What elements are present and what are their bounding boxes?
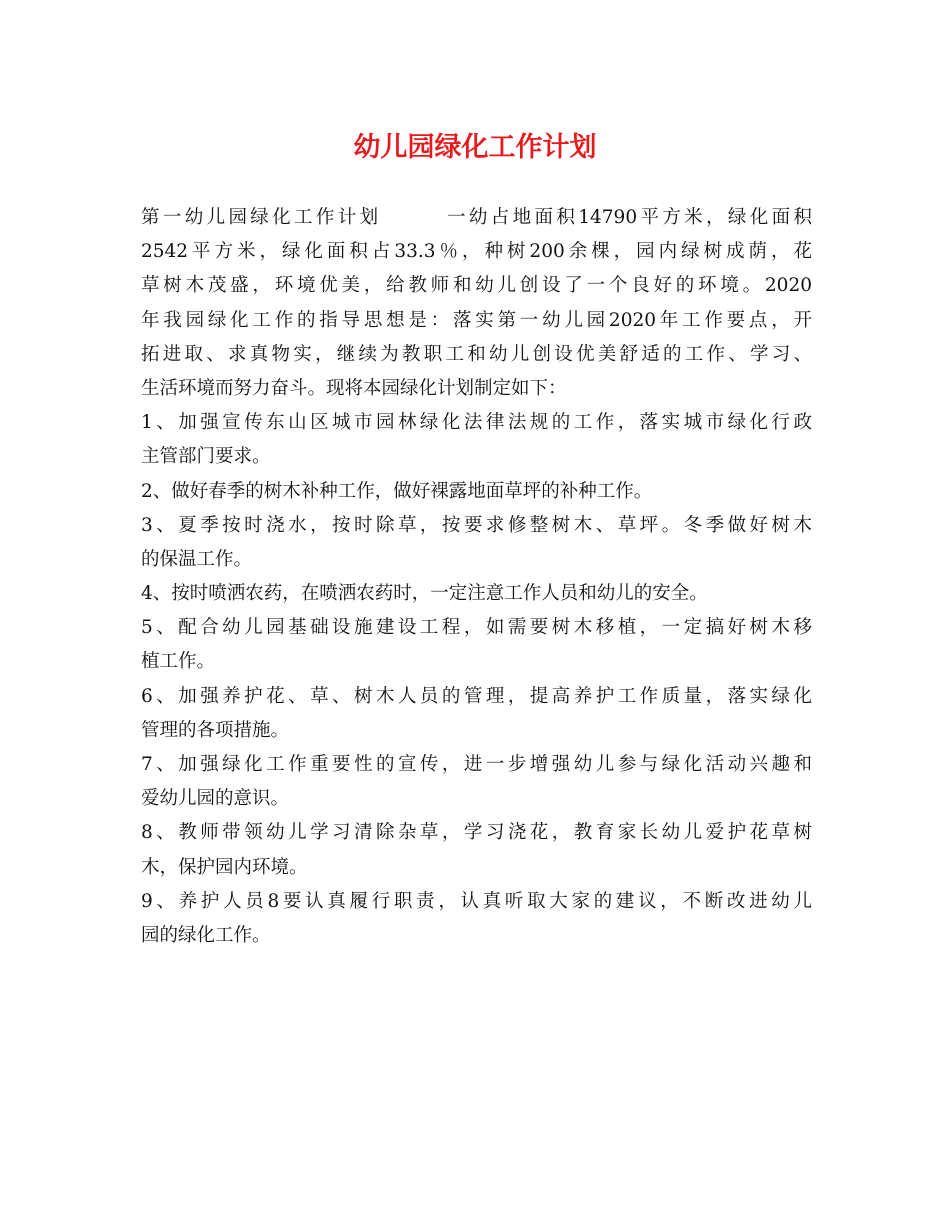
body-line: 3、夏季按时浇水，按时除草，按要求修整树木、草坪。冬季做好树木	[141, 514, 812, 536]
body-line: 园的绿化工作。	[141, 924, 271, 946]
body-line: 2542平方米，绿化面积占33.3％，种树200余棵，园内绿树成荫，花	[141, 241, 812, 263]
body-line: 生活环境而努力奋斗。现将本园绿化计划制定如下：	[141, 377, 567, 399]
body-line: 4、按时喷洒农药，在喷洒农药时，一定注意工作人员和幼儿的安全。	[141, 583, 708, 605]
body-line: 主管部门要求。	[141, 446, 271, 468]
body-line: 年我园绿化工作的指导思想是：落实第一幼儿园2020年工作要点，开	[141, 309, 812, 331]
body-line: 第一幼儿园绿化工作计划 一幼占地面积14790平方米，绿化面积	[141, 207, 812, 228]
document-body	[141, 201, 812, 953]
body-line: 爱幼儿园的意识。	[141, 788, 290, 810]
body-line: 6、加强养护花、草、树木人员的管理，提高养护工作质量，落实绿化	[141, 685, 812, 707]
body-line: 1、加强宣传东山区城市园林绿化法律法规的工作，落实城市绿化行政	[141, 412, 812, 434]
body-line: 管理的各项措施。	[141, 719, 290, 741]
body-line: 拓进取、求真物实，继续为教职工和幼儿创设优美舒适的工作、学习、	[141, 343, 812, 365]
body-line: 2、做好春季的树木补种工作，做好裸露地面草坪的补种工作。	[141, 480, 653, 502]
body-line: 7、加强绿化工作重要性的宣传，进一步增强幼儿参与绿化活动兴趣和	[141, 754, 812, 775]
body-line: 木，保护园内环境。	[141, 856, 308, 878]
body-line: 8、教师带领幼儿学习清除杂草，学习浇花，教育家长幼儿爱护花草树	[141, 822, 812, 844]
body-line: 的保温工作。	[141, 548, 253, 570]
body-line: 5、配合幼儿园基础设施建设工程，如需要树木移植，一定搞好树木移	[141, 617, 812, 639]
body-line: 草树木茂盛，环境优美，给教师和幼儿创设了一个良好的环境。2020	[141, 275, 812, 297]
body-line: 9、养护人员8要认真履行职责，认真听取大家的建议，不断改进幼儿	[141, 890, 812, 912]
body-line: 植工作。	[141, 651, 216, 673]
document-title: 幼儿园绿化工作计划	[353, 132, 597, 163]
